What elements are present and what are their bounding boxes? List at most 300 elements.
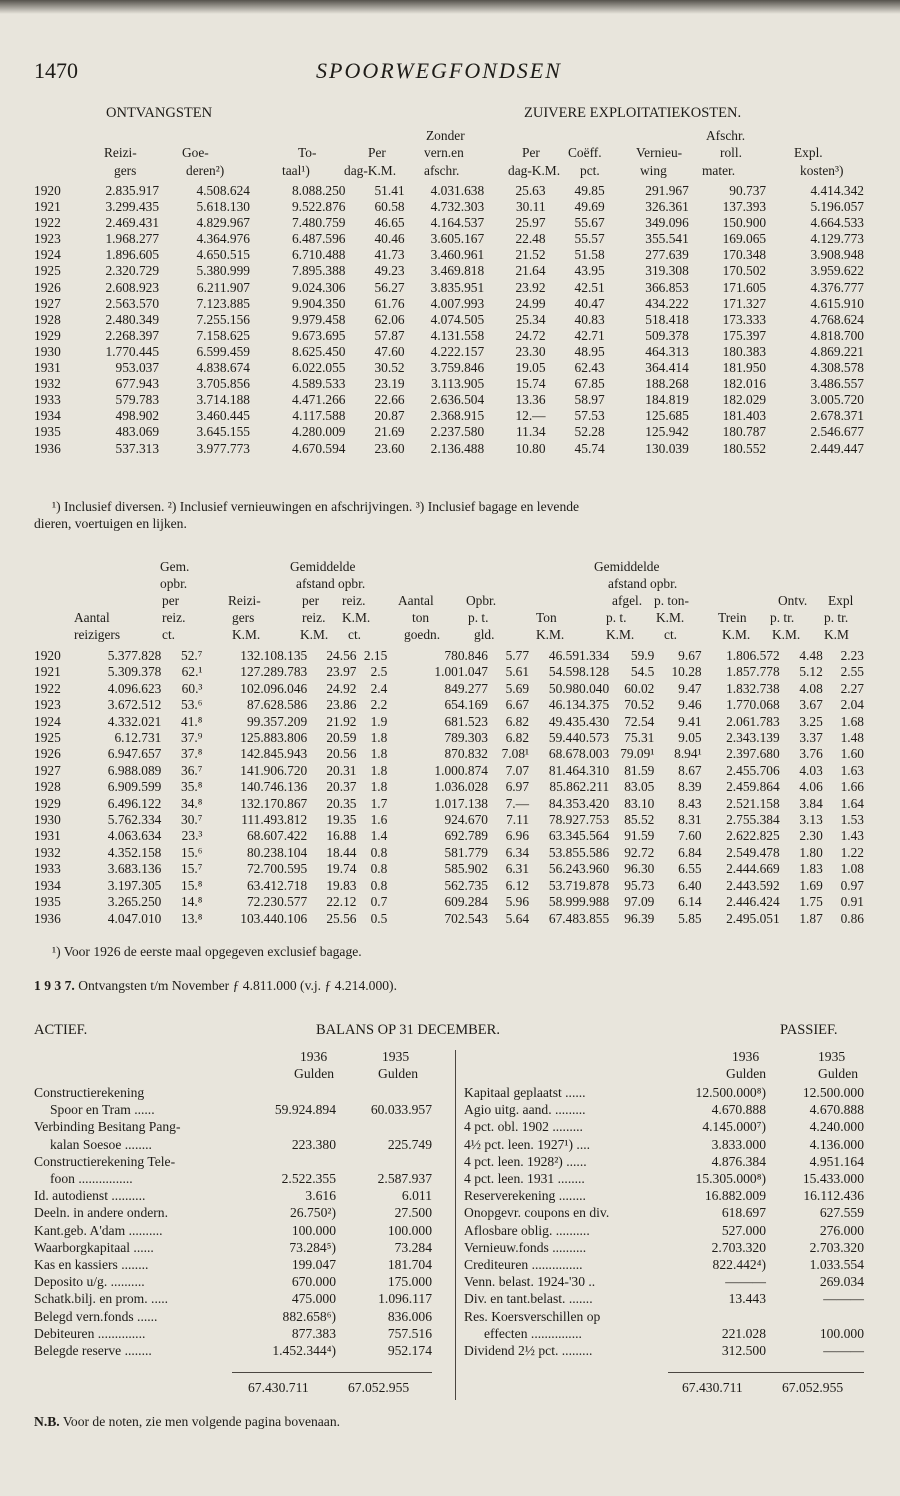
table-cell: 62.06: [374, 311, 405, 327]
table-cell: 141.906.720: [240, 762, 308, 778]
table-cell: 1.64: [840, 795, 864, 811]
actief-value-1935: 60.033.957: [370, 1102, 432, 1118]
table-cell: 23.³: [181, 828, 203, 844]
year-cell: 1923: [34, 231, 61, 247]
table-cell: 57.53: [574, 408, 605, 424]
table-cell: 6.55: [678, 861, 702, 877]
table-cell: 1.968.277: [105, 231, 160, 247]
table-cell: 6.97: [505, 779, 530, 795]
table-cell: 9.46: [678, 697, 702, 713]
actief-value-1935: 100.000: [387, 1222, 432, 1238]
actief-value-1935: 757.516: [387, 1325, 432, 1341]
table-cell: 585.902: [444, 861, 488, 877]
table-cell: 1.75: [799, 894, 823, 910]
passief-row: [464, 1118, 864, 1135]
actief-row: [34, 1222, 434, 1239]
table-cell: 2.459.864: [726, 779, 780, 795]
table-row: [34, 392, 864, 408]
table-cell: 59.440.573: [548, 730, 610, 746]
table-cell: 8.43: [678, 795, 702, 811]
table-cell: 8.625.450: [291, 343, 346, 359]
year-cell: 1934: [34, 877, 61, 893]
table-cell: 4.222.157: [430, 343, 485, 359]
table-cell: 15.⁸: [181, 877, 203, 893]
table-cell: 25.34: [515, 311, 546, 327]
year-cell: 1924: [34, 247, 61, 263]
table-row: [34, 280, 864, 296]
table-cell: 72.230.577: [246, 894, 308, 910]
table-cell: 9.41: [678, 713, 702, 729]
year-cell: 1924: [34, 713, 61, 729]
table-cell: 41.⁸: [181, 713, 203, 729]
table-cell: 0.86: [840, 910, 864, 926]
table-cell: 4.06: [799, 779, 823, 795]
table-cell: 79.09¹: [620, 746, 655, 762]
actief-value-1935: 73.284: [394, 1239, 432, 1255]
table-row: [34, 360, 864, 376]
table-row: [34, 796, 864, 812]
table-cell: 60.³: [181, 680, 203, 696]
year-cell: 1927: [34, 762, 61, 778]
table-cell: 22.48: [515, 231, 546, 247]
actief-label: Id. autodienst ..........: [34, 1188, 146, 1204]
table-cell: 6.988.089: [107, 762, 162, 778]
table-cell: 4.589.533: [291, 376, 346, 392]
actief-value-1935: 6.011: [401, 1188, 432, 1204]
table-cell: 7.123.885: [196, 295, 250, 311]
actief-row: [34, 1170, 434, 1187]
actief-value-1936: 223.380: [291, 1136, 336, 1152]
table-cell: 2.636.504: [430, 392, 485, 408]
table-row: [34, 424, 864, 440]
table-cell: 1.63: [840, 762, 864, 778]
hdr-reizigers-2: gers: [114, 163, 137, 178]
nb-text: Voor de noten, zie men volgende pagina bovenaan.: [62, 1414, 341, 1429]
table-cell: 40.47: [574, 295, 605, 311]
table-row: [34, 911, 864, 927]
hdr2-reiz-1: Reizi-: [228, 593, 261, 608]
table-cell: 6.96: [505, 828, 530, 844]
passief-value-1936: ———: [725, 1274, 766, 1290]
table-cell: 55.57: [574, 231, 605, 247]
year-cell: 1935: [34, 424, 61, 440]
table-cell: 5.618.130: [196, 199, 250, 215]
passief-value-1935: 4.670.888: [809, 1102, 864, 1118]
table-cell: 13.⁸: [181, 910, 203, 926]
table-cell: 518.418: [645, 311, 689, 327]
table-cell: 125.883.806: [240, 730, 308, 746]
actief-row: [34, 1308, 434, 1325]
table-cell: 4.164.537: [430, 215, 485, 231]
table-cell: 2.237.580: [430, 424, 485, 440]
table-cell: 6.022.055: [291, 360, 346, 376]
table-cell: 3.959.622: [810, 263, 864, 279]
table-cell: 40.46: [374, 231, 405, 247]
passief-row: [464, 1136, 864, 1153]
passief-value-1936: 2.703.320: [711, 1239, 766, 1255]
table-row: [34, 215, 864, 231]
table-cell: 20.59: [326, 730, 357, 746]
table-cell: 1.43: [840, 828, 864, 844]
actief-value-1935: 181.704: [387, 1257, 432, 1272]
table-cell: 2.04: [840, 697, 864, 713]
table-cell: 2.446.424: [726, 894, 780, 910]
hdr2-reizct-1: reiz.: [342, 593, 366, 608]
hdr-totaal-2: taal¹): [282, 163, 310, 178]
table-cell: 4.131.558: [430, 327, 485, 343]
table-cell: 1.08: [840, 861, 864, 877]
table-cell: 7.480.759: [291, 215, 346, 231]
table-cell: 58.999.988: [548, 894, 610, 910]
table-cell: 581.779: [444, 844, 488, 860]
table-cell: 1.22: [840, 844, 864, 860]
hdr2-expl-1: Expl: [828, 593, 854, 608]
table-cell: 84.353.420: [548, 795, 610, 811]
table-cell: 1.8: [370, 762, 388, 778]
passief-label: Venn. belast. 1924-'30 ..: [464, 1274, 596, 1290]
table-cell: 4.650.515: [196, 247, 250, 263]
balance-passief-list: [464, 1084, 864, 1374]
year-cell: 1928: [34, 779, 61, 795]
table-cell: 78.927.753: [548, 812, 610, 828]
passief-value-1936: 15.305.000⁸): [695, 1171, 766, 1186]
passief-row: [464, 1290, 864, 1307]
table-cell: 5.377.828: [107, 648, 162, 663]
table-row: [34, 845, 864, 861]
actief-value-1936: 877.383: [291, 1325, 336, 1341]
hdr2-ton-1: Ton: [536, 610, 557, 625]
table-cell: 95.73: [624, 877, 655, 893]
table-cell: 3.113.905: [431, 376, 485, 392]
passief-value-1935: 12.500.000: [802, 1085, 864, 1100]
table-row: [34, 714, 864, 730]
table-cell: 0.8: [370, 877, 388, 893]
table-cell: 20.35: [326, 795, 357, 811]
table-cell: 30.52: [374, 360, 405, 376]
hdr2-gem-1: Gem.: [160, 559, 190, 574]
table-cell: 4.869.221: [810, 343, 864, 359]
table-cell: 15.⁷: [181, 861, 203, 877]
table-cell: 54.598.128: [548, 664, 610, 680]
actief-value-1936: 73.284⁵): [289, 1239, 336, 1255]
passief-row: [464, 1273, 864, 1290]
table-cell: 6.496.122: [107, 795, 162, 811]
actief-label: Deposito u/g. ..........: [34, 1274, 145, 1290]
passief-row: [464, 1256, 864, 1273]
table-cell: 48.95: [574, 343, 605, 359]
table-cell: 56.27: [374, 279, 405, 295]
table-cell: 87.628.586: [246, 697, 308, 713]
table-cell: 50.980.040: [548, 680, 610, 696]
table-cell: 60.02: [624, 680, 655, 696]
bal-r-currency-1936: Gulden: [726, 1066, 767, 1081]
hdr2-opbr-1: Opbr.: [466, 593, 497, 608]
table-cell: 364.414: [645, 360, 689, 376]
table-cell: 1.832.738: [726, 680, 780, 696]
table-cell: 19.05: [515, 360, 546, 376]
table-cell: 7.07: [505, 762, 530, 778]
passief-label: Crediteuren ...............: [464, 1257, 583, 1272]
table-cell: 3.84: [799, 795, 823, 811]
table-cell: 0.7: [370, 894, 388, 910]
hdr2-afgel-1: afgel.: [612, 593, 643, 608]
table-cell: 36.⁷: [181, 762, 203, 778]
table-cell: 59.9: [630, 648, 655, 663]
total-rule-left: [232, 1372, 432, 1373]
table-cell: 5.69: [505, 680, 530, 696]
year-cell: 1934: [34, 408, 61, 424]
table-cell: 6.12: [505, 877, 530, 893]
table-cell: 4.096.623: [107, 680, 162, 696]
passief-value-1936: 312.500: [721, 1343, 766, 1358]
table-cell: 5.64: [505, 910, 530, 926]
table-cell: 60.58: [374, 199, 405, 215]
table-cell: 2.449.447: [810, 440, 864, 456]
table-cell: 2.443.592: [726, 877, 780, 893]
passief-label: Vernieuw.fonds ..........: [464, 1239, 587, 1255]
table-cell: 34.⁸: [181, 795, 203, 811]
table-cell: 2.061.783: [726, 713, 780, 729]
passief-value-1935: 276.000: [819, 1222, 864, 1238]
table-cell: 67.85: [574, 376, 605, 392]
table-cell: 13.36: [515, 392, 546, 408]
year-cell: 1935: [34, 894, 61, 910]
table-cell: 4.818.700: [810, 327, 864, 343]
table-cell: 3.977.773: [196, 440, 250, 456]
table-cell: 5.85: [678, 910, 702, 926]
hdr2-aantal-ton-3: goedn.: [404, 627, 441, 642]
table-cell: 83.10: [624, 795, 655, 811]
table-cell: 85.52: [624, 812, 655, 828]
hdr-zonder-1: Zonder: [426, 128, 465, 143]
table-cell: 20.31: [326, 762, 357, 778]
table-cell: 5.309.378: [107, 664, 162, 680]
hdr2-ptonkm-2: K.M.: [656, 610, 685, 625]
actief-label: Debiteuren ..............: [34, 1325, 146, 1341]
passief-label: Div. en tant.belast. .......: [464, 1291, 593, 1307]
table-cell: 4.308.578: [810, 360, 864, 376]
table-cell: 0.8: [370, 844, 388, 860]
table-cell: 1.8: [370, 779, 388, 795]
passief-row: [464, 1342, 864, 1359]
passief-value-1936: 221.028: [721, 1325, 766, 1341]
table-cell: 1.9: [370, 713, 388, 729]
actief-value-1935: 836.006: [387, 1308, 432, 1324]
table1-footnote-1: ¹) Inclusief diversen. ²) Inclusief vernieuwingen en afschrijvingen. ³) Inclusief bagage en levende: [52, 499, 580, 514]
passief-row: [464, 1308, 864, 1325]
table-cell: 51.41: [374, 183, 405, 198]
table-cell: 2.2: [370, 697, 388, 713]
table-cell: 2.320.729: [105, 263, 160, 279]
hdr2-aantal-ton-1: Aantal: [398, 593, 434, 608]
table-cell: 46.134.375: [548, 697, 610, 713]
year-cell: 1925: [34, 263, 61, 279]
table-cell: 4.08: [799, 680, 823, 696]
table-cell: 49.85: [574, 183, 605, 198]
table-cell: 609.284: [444, 894, 488, 910]
table-cell: 1.000.874: [434, 762, 488, 778]
table-cell: 53.⁶: [181, 697, 203, 713]
table-cell: 1.66: [840, 779, 864, 795]
year-cell: 1927: [34, 295, 61, 311]
table-cell: 169.065: [722, 231, 767, 247]
hdr2-trein-1: Trein: [718, 610, 747, 625]
table-cell: 3.486.557: [810, 376, 864, 392]
passief-value-1935: 1.033.554: [809, 1257, 864, 1272]
table-cell: 132.170.867: [240, 795, 308, 811]
table-cell: 434.222: [645, 295, 689, 311]
table-cell: 175.397: [722, 327, 767, 343]
hdr2-aantal-ton-2: ton: [412, 610, 430, 625]
actief-row: [34, 1256, 434, 1273]
table-cell: 2.444.669: [726, 861, 780, 877]
table-cell: 2.835.917: [105, 183, 160, 198]
group-exploitatiekosten: ZUIVERE EXPLOITATIEKOSTEN.: [524, 105, 742, 121]
scan-edge: [0, 0, 900, 14]
year-cell: 1921: [34, 664, 61, 680]
table-cell: 125.685: [645, 408, 689, 424]
table-cell: 537.313: [115, 440, 160, 456]
bal-l-currency-1935: Gulden: [378, 1066, 419, 1081]
table-cell: 9.47: [678, 680, 702, 696]
hdr2-expl-2: p. tr.: [824, 610, 849, 625]
table-row: [34, 812, 864, 828]
table-cell: 3.67: [799, 697, 823, 713]
table-cell: 6.31: [505, 861, 530, 877]
table-cell: 6.82: [505, 730, 530, 746]
table-cell: 173.333: [722, 311, 767, 327]
table-cell: 55.67: [574, 215, 605, 231]
passief-row: [464, 1325, 864, 1342]
table-cell: 6.487.596: [291, 231, 346, 247]
table-cell: 2.15: [363, 648, 388, 663]
table-cell: 4.063.634: [107, 828, 162, 844]
hdr2-perreiz-3: K.M.: [300, 627, 329, 642]
table-row: [34, 231, 864, 247]
table-cell: 97.09: [624, 894, 655, 910]
total-right-1936: 67.430.711: [682, 1380, 743, 1395]
hdr2-expl-3: K.M: [824, 627, 849, 642]
table-cell: 3.460.961: [430, 247, 485, 263]
table-cell: 14.⁸: [181, 894, 203, 910]
table-cell: 6.67: [505, 697, 530, 713]
hdr2-trein-2: K.M.: [722, 627, 751, 642]
table-cell: 21.92: [326, 713, 357, 729]
passief-label: Aflosbare oblig. ..........: [464, 1222, 590, 1238]
table-row: [34, 861, 864, 877]
table-cell: 7.08¹: [501, 746, 530, 762]
table-cell: 366.853: [645, 279, 689, 295]
table-cell: 1.60: [840, 746, 864, 762]
table-cell: 4.047.010: [107, 910, 162, 926]
table-cell: 4.732.303: [430, 199, 485, 215]
table-cell: 3.76: [799, 746, 823, 762]
table-cell: 6.947.657: [107, 746, 162, 762]
page-number: 1470: [34, 58, 78, 83]
year-cell: 1932: [34, 376, 61, 392]
year-cell: 1933: [34, 861, 61, 877]
table-cell: 1.857.778: [726, 664, 780, 680]
table-cell: 99.357.209: [246, 713, 308, 729]
passief-value-1935: 2.703.320: [809, 1239, 864, 1255]
actief-label: Belegde reserve ........: [34, 1343, 152, 1358]
table-cell: 42.51: [574, 279, 605, 295]
table-cell: 180.787: [722, 424, 767, 440]
table-cell: 1.8: [370, 730, 388, 746]
actief-label: kalan Soesoe ........: [50, 1136, 152, 1152]
actief-row: [34, 1118, 434, 1135]
table-cell: 21.52: [515, 247, 546, 263]
balance-passief-title: PASSIEF.: [780, 1022, 838, 1038]
table-cell: 9.979.458: [291, 311, 346, 327]
table-cell: 6.12.731: [114, 730, 162, 746]
hdr2-opbr-2: p. t.: [468, 610, 489, 625]
nb-note: [34, 1415, 340, 1429]
table-cell: 53.855.586: [548, 844, 610, 860]
table-cell: 849.277: [444, 680, 488, 696]
table-cell: 6.599.459: [196, 343, 250, 359]
table-cell: 19.74: [326, 861, 357, 877]
table-cell: 349.096: [645, 215, 689, 231]
total-right-1935: 67.052.955: [782, 1380, 844, 1395]
table-cell: 103.440.106: [240, 910, 308, 926]
table-row: [34, 296, 864, 312]
table-cell: 46.65: [374, 215, 405, 231]
table-cell: 22.12: [326, 894, 357, 910]
passief-value-1935: 15.433.000: [802, 1171, 864, 1186]
hdr-reizigers-1: Reizi-: [104, 145, 137, 160]
table-cell: 125.942: [645, 424, 689, 440]
table-cell: 16.88: [326, 828, 357, 844]
table-cell: 63.412.718: [246, 877, 308, 893]
hdr2-ontv-2: p. tr.: [770, 610, 795, 625]
hdr2-gem-3: per: [162, 593, 180, 608]
hdr-goederen-2: deren²): [186, 163, 225, 178]
hdr2-reizct-2: K.M.: [342, 610, 371, 625]
hdr2-gem-2: opbr.: [160, 576, 188, 591]
table-cell: 188.268: [645, 376, 689, 392]
table1-body: [34, 183, 864, 457]
table-cell: 75.31: [624, 730, 655, 746]
table-cell: 3.37: [799, 730, 823, 746]
actief-row: [34, 1101, 434, 1118]
hdr2-ptonkm-3: ct.: [664, 627, 678, 642]
year-cell: 1923: [34, 697, 61, 713]
table-cell: 692.789: [444, 828, 488, 844]
table-row: [34, 376, 864, 392]
table-cell: 8.94¹: [674, 746, 702, 762]
table-cell: 7.—: [505, 795, 530, 811]
hdr-perdag2-2: dag-K.M.: [508, 163, 561, 178]
table-cell: 5.196.057: [810, 199, 864, 215]
bal-r-currency-1935: Gulden: [818, 1066, 859, 1081]
table-cell: 4.615.910: [810, 295, 864, 311]
table-cell: 1.770.445: [105, 343, 160, 359]
table-cell: 1.80: [799, 844, 823, 860]
actief-label: foon ................: [50, 1171, 133, 1186]
note-1937: [34, 979, 397, 993]
balance-actief-list: [34, 1084, 434, 1374]
table-cell: 2.5: [370, 664, 388, 680]
actief-label: Spoor en Tram ......: [50, 1102, 155, 1118]
hdr2-ontv-1: Ontv.: [778, 593, 808, 608]
table-cell: 1.4: [370, 828, 388, 844]
actief-row: [34, 1204, 434, 1221]
table-cell: 1.6: [370, 812, 388, 828]
table-cell: 3.005.720: [810, 392, 864, 408]
table-cell: 8.31: [678, 812, 702, 828]
actief-value-1936: 670.000: [291, 1274, 336, 1290]
